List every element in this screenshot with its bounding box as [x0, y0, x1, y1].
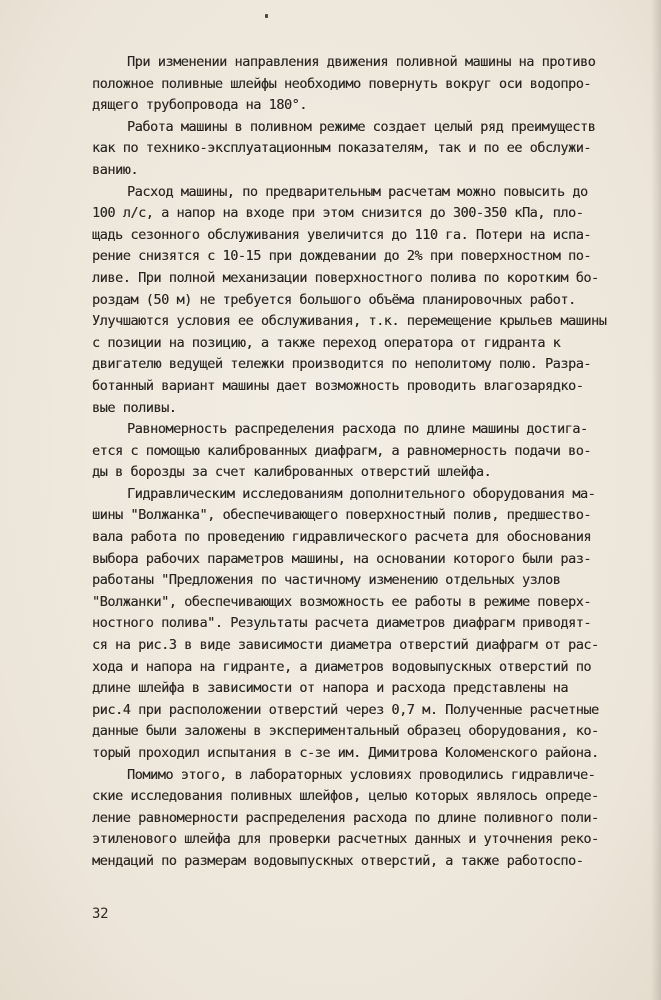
text-line: ботанный вариант машины дает возможность проводить влагозарядко- [92, 377, 584, 394]
body-text [92, 52, 658, 873]
text-line: Улучшаются условия ее обслуживания, т.к. перемещение крыльев машины [92, 313, 607, 330]
text-line: вые поливы. [92, 399, 177, 416]
text-line: рение снизятся с 10-15 при дождевании до 2% при поверхностном по- [92, 248, 592, 265]
text-line: как по технико-эксплуатационным показателям, так и по ее обслужи- [92, 140, 592, 157]
text-line: Помимо этого, в лабораторных условиях проводились гидравличе- [127, 766, 596, 783]
text-line: хода и напора на гидранте, а диаметров водовыпускных отверстий по [92, 658, 592, 675]
text-line: ностного полива". Результаты расчета диаметров диафрагм приводят- [92, 615, 592, 632]
page-edge-shadow [651, 0, 661, 1000]
text-line: шины "Волжанка", обеспечивающего поверхностный полив, предшество- [92, 507, 592, 524]
text-line: ется с помощью калиброванных диафрагм, а равномерность подачи во- [92, 442, 592, 459]
text-line: Гидравлическим исследованиям дополнительного оборудования ма- [127, 485, 596, 502]
text-line: щадь сезонного обслуживания увеличится до 110 га. Потери на испа- [92, 226, 592, 243]
text-line: положное поливные шлейфы необходимо повернуть вокруг оси водопро- [92, 75, 592, 92]
text-line: вала работа по проведению гидравлического расчета для обоснования [92, 529, 592, 546]
text-line: роздам (50 м) не требуется большого объёма планировочных работ. [92, 291, 576, 308]
text-line: 100 л/с, а напор на входе при этом снизится до 300-350 кПа, пло- [92, 205, 584, 222]
text-line: данные были заложены в экспериментальный образец оборудования, ко- [92, 723, 599, 740]
text-line: ливе. При полной механизации поверхностного полива по коротким бо- [92, 269, 599, 286]
text-line: работаны "Предложения по частичному изменению отдельных узлов [92, 572, 561, 589]
text-line: двигателю ведущей тележки производится по неполитому полю. Разра- [92, 356, 592, 373]
text-line: мендаций по размерам водовыпускных отверстий, а также работоспо- [92, 852, 584, 869]
text-line: ванию. [92, 161, 139, 178]
text-line: При изменении направления движения поливной машины на противо [127, 54, 596, 70]
text-line: рис.4 при расположении отверстий через 0,7 м. Полученные расчетные [92, 701, 599, 718]
text-line: ся на рис.3 в виде зависимости диаметра отверстий диафрагм от рас- [92, 637, 599, 654]
text-line: ление равномерности распределения расхода по длине поливного поли- [92, 809, 599, 826]
text-line: с позиции на позицию, а также переход оператора от гидранта к [92, 334, 561, 351]
text-line: Равномерность распределения расхода по длине машины достига- [127, 421, 588, 438]
text-line: выбора рабочих параметров машины, на основании которого были раз- [92, 550, 592, 567]
text-line: этиленового шлейфа для проверки расчетных данных и уточнения реко- [92, 831, 599, 848]
text-line: Расход машины, по предварительным расчетам можно повысить до [127, 183, 588, 200]
text-line: торый проходил испытания в с-зе им. Димитрова Коломенского района. [92, 745, 599, 761]
page-number: 32 [92, 906, 109, 922]
text-line: ские исследования поливных шлейфов, целью которых являлось опреде- [92, 788, 599, 805]
text-line: Работа машины в поливном режиме создает целый ряд преимуществ [127, 118, 596, 135]
text-line: "Волжанки", обеспечивающих возможность ее работы в режиме поверх- [92, 593, 592, 610]
text-line: ды в борозды за счет калиброванных отверстий шлейфа. [92, 464, 492, 481]
text-line: длине шлейфа в зависимости от напора и расхода представлены на [92, 680, 569, 697]
text-line: дящего трубопровода на 180°. [92, 97, 307, 114]
ink-speck [265, 14, 268, 18]
